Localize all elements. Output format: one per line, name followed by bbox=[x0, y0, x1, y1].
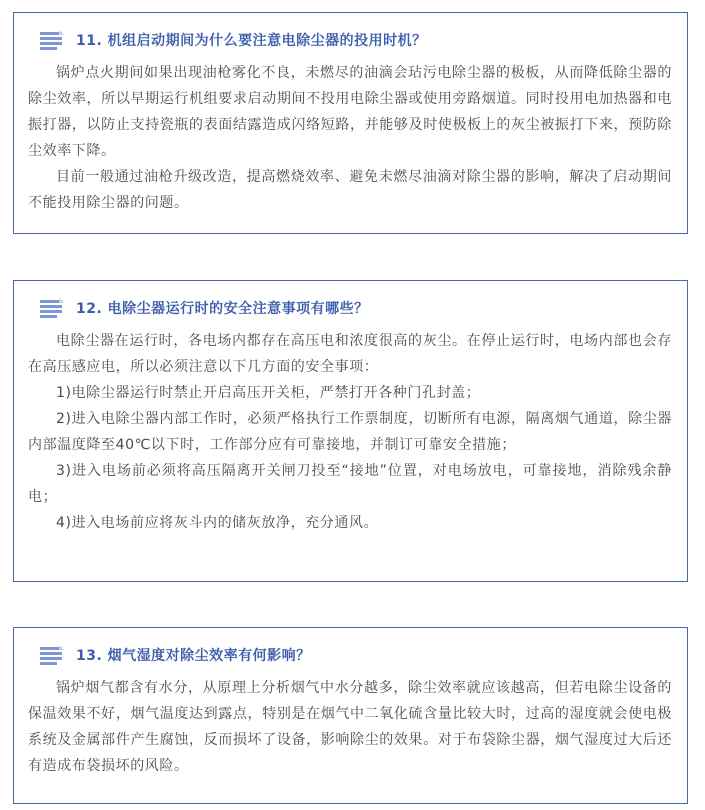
list-icon bbox=[40, 645, 64, 665]
answer-paragraph: 锅炉点火期间如果出现油枪雾化不良，未燃尽的油滴会玷污电除尘器的极板，从而降低除尘器的除尘效率，所以早期运行机组要求启动期间不投用电除尘器或使用旁路烟道。同时投用电加热器和电振打器，以防止支持瓷瓶的表面结露造成闪络短路，并能够及时使极板上的灰尘被振打下来，预防除尘效率下降。 bbox=[28, 65, 672, 159]
answer-paragraph: 锅炉烟气都含有水分，从原理上分析烟气中水分越多，除尘效率就应该越高，但若电除尘设备的保温效果不好，烟气温度达到露点，特别是在烟气中二氧化硫含量比较大时，过高的湿度就会使电极系统及金属部件产生腐蚀，反而损坏了设备，影响除尘的效果。对于布袋除尘器，烟气湿度过大后还有造成布袋损坏的风险。 bbox=[28, 680, 672, 774]
question-header bbox=[40, 29, 672, 51]
list-icon bbox=[40, 298, 64, 318]
question-title: 12. 电除尘器运行时的安全注意事项有哪些？ bbox=[76, 301, 369, 317]
qa-card-12 bbox=[13, 280, 688, 582]
answer-list-item: 1)电除尘器运行时禁止开启高压开关柜，严禁打开各种门孔封盖； bbox=[56, 385, 481, 401]
answer-list-item: 3)进入电场前必须将高压隔离开关闸刀投至“接地”位置，对电场放电，可靠接地，消除残余静电； bbox=[28, 463, 672, 505]
list-icon bbox=[40, 30, 64, 50]
answer-paragraph: 电除尘器在运行时，各电场内都存在高压电和浓度很高的灰尘。在停止运行时，电场内部也会存在高压感应电，所以必须注意以下几方面的安全事项： bbox=[28, 333, 672, 375]
question-header bbox=[40, 297, 672, 319]
answer-list-item: 2)进入电除尘器内部工作时，必须严格执行工作票制度，切断所有电源，隔离烟气通道，除尘器内部温度降至40℃以下时，工作部分应有可靠接地，并制订可靠安全措施； bbox=[28, 411, 672, 453]
question-header bbox=[40, 644, 672, 666]
qa-card-11 bbox=[13, 12, 688, 234]
answer-list-item: 4)进入电场前应将灰斗内的储灰放净，充分通风。 bbox=[56, 515, 379, 531]
question-title: 11. 机组启动期间为什么要注意电除尘器的投用时机？ bbox=[76, 33, 427, 49]
question-title: 13. 烟气湿度对除尘效率有何影响？ bbox=[76, 648, 311, 664]
qa-card-13 bbox=[13, 627, 688, 804]
answer-paragraph: 目前一般通过油枪升级改造，提高燃烧效率、避免未燃尽油滴对除尘器的影响，解决了启动期间不能投用除尘器的问题。 bbox=[28, 169, 672, 211]
